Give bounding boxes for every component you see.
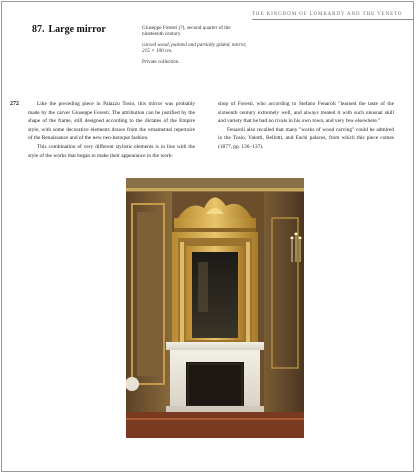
page-number: 272 — [10, 101, 19, 107]
paragraph: This combination of very different stylistic elements is in line with the style of the works that began to make their appearance in the work- — [28, 143, 195, 159]
mirror-illustration — [126, 178, 304, 438]
caption-collection: Private collection. — [142, 58, 180, 65]
caption-attribution: Giuseppe Foresti (?), second quarter of the nineteenth century — [142, 25, 231, 38]
caption-materials: carved wood, painted and partially gilded, mirror, 215 × 100 cm. — [142, 41, 247, 55]
entry-number: 87. — [32, 24, 45, 35]
entry-title — [32, 24, 106, 35]
paragraph: shop of Foresti, who according to Stefano Fenaroli "learned the taste of the sixteenth century extremely well, and always treated it with such unusual skill and variety that he had no rivals in his own town, and very few elsewhere." — [218, 101, 394, 125]
header-rule — [252, 19, 413, 20]
paragraph: Fenaroli also recalled that many "works of wood carving" could be admired in the Tosio, Valotti, Bellotti, and Fachi palaces, from which this piece comes (1877, pp. 136–137). — [218, 126, 394, 150]
text-column-left — [28, 100, 195, 160]
paragraph: Like the preceding piece in Palazzo Tosio, this mirror was probably made by the carver Giuseppe Foresti. The attribution can be justified by the shape of the frame, still designed according to the dictates of the Empire style, with some decorative elements drawn from the ornamental repertoire of the Renaissance and of the new neo-baroque fashion. — [28, 101, 195, 142]
running-head: THE KINGDOM OF LOMBARDY AND THE VENETO — [252, 12, 403, 17]
caption — [142, 25, 250, 69]
mirror-photograph — [126, 178, 304, 438]
entry-title-text: Large mirror — [48, 24, 106, 35]
text-column-right — [218, 100, 394, 152]
